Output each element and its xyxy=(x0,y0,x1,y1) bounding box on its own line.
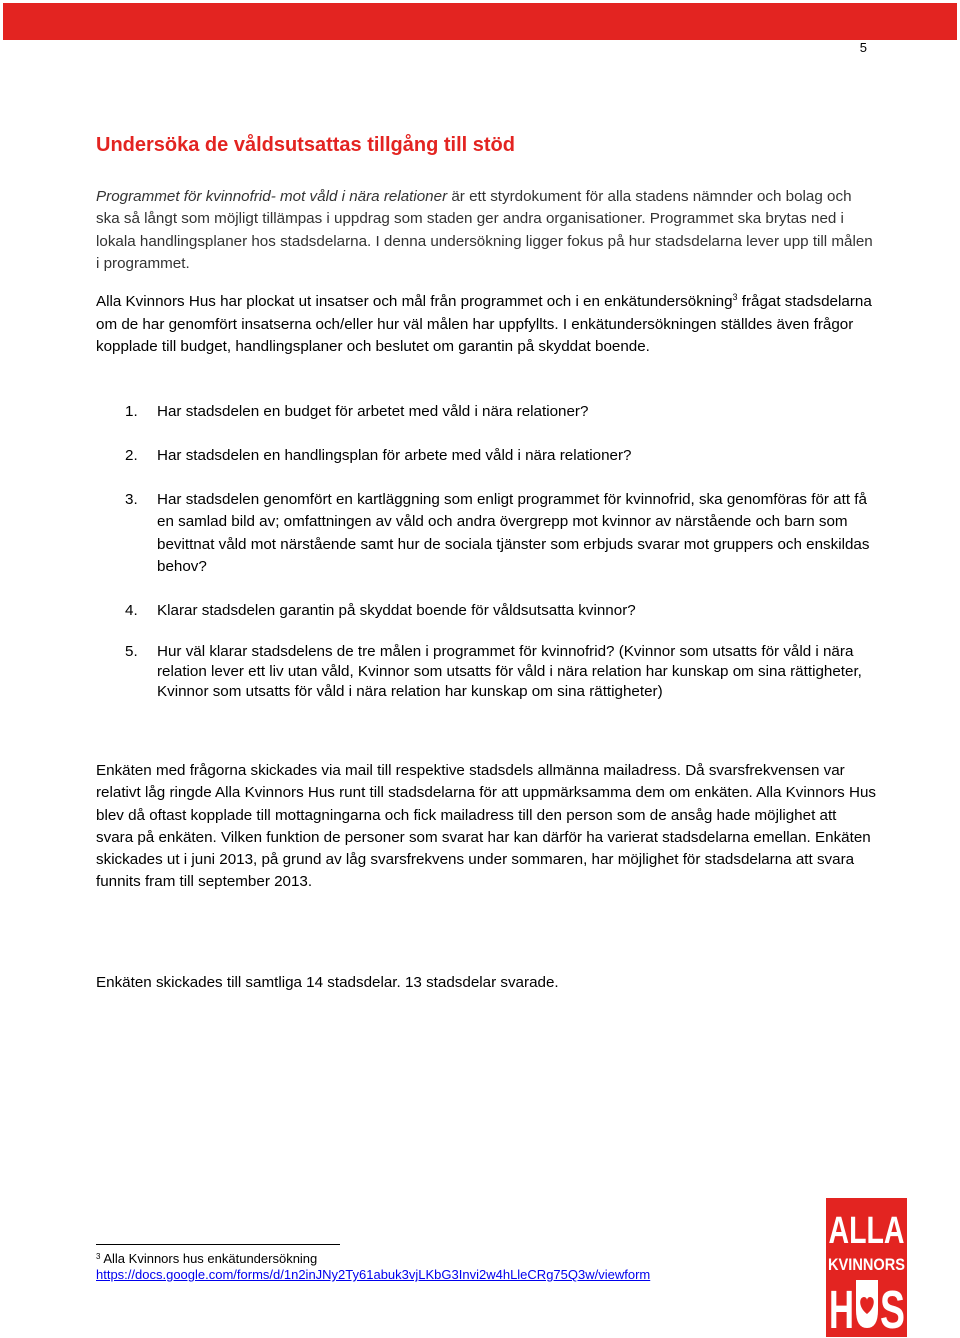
footnote xyxy=(96,1251,650,1283)
page-number: 5 xyxy=(859,40,867,55)
logo-letter-s: S xyxy=(880,1280,905,1338)
footnote-divider xyxy=(96,1244,340,1245)
footnote-label: Alla Kvinnors hus enkätundersökning xyxy=(103,1251,318,1266)
section-heading: Undersöka de våldsutsattas tillgång till stöd xyxy=(96,134,515,156)
footnote-reference[interactable]: 3 xyxy=(732,292,738,302)
alla-kvinnors-hus-logo xyxy=(826,1198,907,1337)
footnote-number: 3 xyxy=(96,1252,101,1261)
question-number: 3. xyxy=(125,491,138,508)
intro-text: är ett styrdokument för alla stadens nämnder och bolag och ska så långt som möjligt tillämpas i uppdrag som staden ger andra organisationer. Programmet ska brytas ned i lokala handlingsplaner hos stadsdelarna. I denna undersökning ligger fokus på hur stadsdelarna lever upp till målen i programmet. xyxy=(96,188,873,272)
survey-paragraph xyxy=(96,291,876,359)
intro-paragraph xyxy=(96,186,876,275)
distribution-paragraph: Enkäten med frågorna skickades via mail till respektive stadsdels allmänna mailadress. Då svarsfrekvensen var relativt låg ringde Alla Kvinnors Hus runt till stadsdelarna för att uppmärksamma dem om enkäten. Alla Kvinnors Hus blev då oftast kopplade till mottagningarna och fick mailadress till den person som de ansåg hade möjlighet att svara på enkäten. Vilken funktion de personer som svarat har kan därför ha varierat stadsdelarna emellan. Enkäten skickades ut i juni 2013, på grund av låg svarsfrekvens under sommaren, har möjlighet för stadsdelarna att svara funnits fram till september 2013. xyxy=(96,762,876,891)
program-title: Programmet för kvinnofrid- mot våld i nära relationer xyxy=(96,188,448,205)
footnote-link[interactable]: https://docs.google.com/forms/d/1n2inJNy2Ty61abuk3vjLKbG3Invi2w4hLleCRg75Q3w/viewform xyxy=(96,1267,651,1282)
footnote-label-line xyxy=(96,1251,650,1267)
logo-letter-h: H xyxy=(829,1280,854,1338)
question-list xyxy=(96,401,876,701)
question-text: Klarar stadsdelen garantin på skyddat boende för våldsutsatta kvinnor? xyxy=(157,602,636,620)
top-red-bar xyxy=(3,3,957,40)
logo-line-kvinnors: KVINNORS xyxy=(828,1255,905,1274)
question-number: 2. xyxy=(125,447,138,464)
question-text: Har stadsdelen genomfört en kartläggning som enligt programmet för kvinnofrid, ska genomföras för att få en samlad bild av; omfattningen av våld och andra övergrepp mot kvinnor av närstående och barn som bevittnat våld mot närstående samt hur de sociala tjänster som erbjuds svarar mot gruppers och enskildas behov? xyxy=(157,491,870,575)
question-text: Hur väl klarar stadsdelens de tre målen i programmet för kvinnofrid? (Kvinnor som utsatts för våld i nära relation lever ett liv utan våld, Kvinnor som utsatts för våld i nära relation har kunskap om sina rättigheter, Kvinnor som utsatts för våld i nära relation har kunskap om sina rättigheter) xyxy=(157,643,862,700)
question-item xyxy=(96,642,876,701)
question-number: 4. xyxy=(125,602,138,620)
question-text: Har stadsdelen en budget för arbetet med våld i nära relationer? xyxy=(157,403,589,420)
question-number: 1. xyxy=(125,403,138,420)
survey-text-end: frågat stadsdelarna om de har genomfört insatserna och/eller hur väl målen har uppfyllts. I enkätundersökningen ställdes även frågor kopplade till budget, handlingsplaner och beslutet om garantin på skyddat boende. xyxy=(96,293,872,355)
survey-text-start: Alla Kvinnors Hus har plockat ut insatser och mål från programmet och i en enkätundersökning xyxy=(96,293,733,310)
question-text: Har stadsdelen en handlingsplan för arbete med våld i nära relationer? xyxy=(157,447,632,464)
question-number: 5. xyxy=(125,643,138,661)
logo-line-alla: ALLA xyxy=(828,1210,905,1252)
question-item xyxy=(96,600,876,622)
question-item xyxy=(96,445,876,467)
question-item xyxy=(96,489,876,578)
summary-paragraph: Enkäten skickades till samtliga 14 stadsdelar. 13 stadsdelar svarade. xyxy=(96,974,559,991)
question-item xyxy=(96,401,876,423)
